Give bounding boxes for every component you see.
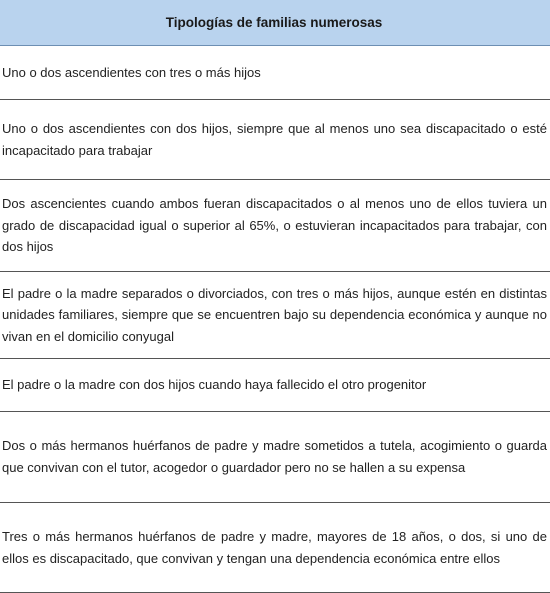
table-cell-text: Uno o dos ascendientes con tres o más hijos	[2, 64, 261, 80]
table-cell-text: El padre o la madre con dos hijos cuando haya fallecido el otro progenitor	[2, 377, 427, 393]
table-row	[0, 503, 550, 593]
table-row	[0, 272, 550, 359]
table-header	[0, 0, 550, 46]
table-row	[0, 359, 550, 412]
table-cell-text: Tres o más hermanos huérfanos de padre y madre, mayores de 18 años, o dos, si uno de ellos es discapacitado, que convivan y tengan una dependencia económica entre ellos	[2, 528, 547, 566]
table-cell-text: Dos o más hermanos huérfanos de padre y madre sometidos a tutela, acogimiento o guarda que convivan con el tutor, acogedor o guardador pero no se hallen a su expensa	[2, 438, 547, 475]
table-cell-text: Uno o dos ascendientes con dos hijos, siempre que al menos uno sea discapacitado o esté incapacitado para trabajar	[2, 120, 547, 158]
table-row	[0, 100, 550, 180]
table-row	[0, 46, 550, 100]
table-row	[0, 180, 550, 272]
table-cell-text: El padre o la madre separados o divorciados, con tres o más hijos, aunque estén en distintas unidades familiares, siempre que se encuentren bajo su dependencia económica y aunque no vivan en el domicilio conyugal	[2, 285, 547, 344]
table-header-label: Tipologías de familias numerosas	[165, 15, 383, 30]
table-cell-text: Dos ascencientes cuando ambos fueran discapacitados o al menos uno de ellos tuviera un grado de discapacidad igual o superior al 65%, o estuvieran incapacitados para trabajar, con dos hijos	[2, 196, 547, 255]
table-row	[0, 412, 550, 503]
